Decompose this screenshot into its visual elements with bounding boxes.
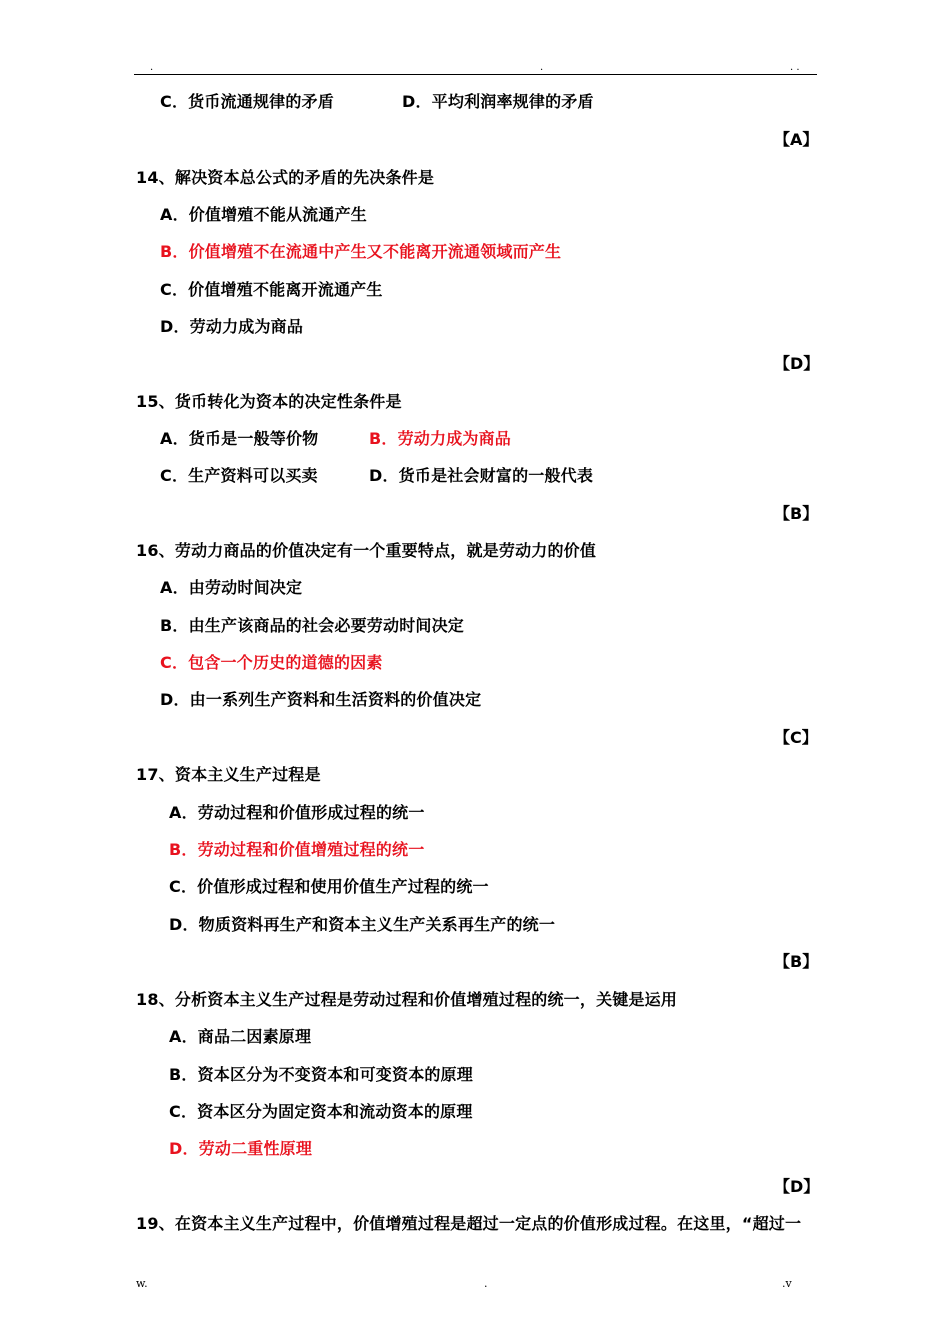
q14-option-d: D．劳动力成为商品: [160, 317, 304, 336]
q16-option-a: A．由劳动时间决定: [160, 578, 303, 597]
q15-option-c: C．生产资料可以买卖: [160, 466, 318, 485]
q15-option-d: D．货币是社会财富的一般代表: [369, 466, 594, 485]
q15-option-b-correct: B．劳动力成为商品: [369, 429, 511, 448]
q16-answer: 【C】: [774, 728, 818, 747]
q13-answer: 【A】: [774, 130, 819, 149]
q15-option-a: A．货币是一般等价物: [160, 429, 319, 448]
q14-option-b-correct: B．价值增殖不在流通中产生又不能离开流通领域而产生: [160, 242, 562, 261]
q13-option-c: C．货币流通规律的矛盾: [160, 92, 334, 111]
q14-answer: 【D】: [774, 354, 820, 373]
q18-stem: 18、分析资本主义生产过程是劳动过程和价值增殖过程的统一，关键是运用: [136, 990, 678, 1009]
q17-answer: 【B】: [774, 952, 819, 971]
q16-option-c-correct: C．包含一个历史的道德的因素: [160, 653, 383, 672]
q18-option-c: C．资本区分为固定资本和流动资本的原理: [169, 1102, 473, 1121]
footer-right: .v: [782, 1277, 792, 1290]
q18-option-d-correct: D．劳动二重性原理: [169, 1139, 313, 1158]
q19-stem: 19、在资本主义生产过程中，价值增殖过程是超过一定点的价值形成过程。在这里，“超过一: [136, 1214, 802, 1233]
header-dot-right: . .: [790, 62, 800, 73]
header-dot-left: .: [150, 62, 154, 73]
q18-option-b: B．资本区分为不变资本和可变资本的原理: [169, 1065, 473, 1084]
header-dot-center: .: [540, 62, 544, 73]
q17-option-a: A．劳动过程和价值形成过程的统一: [169, 803, 425, 822]
q15-answer: 【B】: [774, 504, 819, 523]
q17-option-b-correct: B．劳动过程和价值增殖过程的统一: [169, 840, 425, 859]
q16-option-b: B．由生产该商品的社会必要劳动时间决定: [160, 616, 464, 635]
q15-stem: 15、货币转化为资本的决定性条件是: [136, 392, 402, 411]
q14-stem: 14、解决资本总公式的矛盾的先决条件是: [136, 168, 435, 187]
q16-stem: 16、劳动力商品的价值决定有一个重要特点，就是劳动力的价值: [136, 541, 597, 560]
q14-option-c: C．价值增殖不能离开流通产生: [160, 280, 383, 299]
q17-stem: 17、资本主义生产过程是: [136, 765, 321, 784]
q13-option-d: D．平均利润率规律的矛盾: [402, 92, 594, 111]
q17-option-c: C．价值形成过程和使用价值生产过程的统一: [169, 877, 489, 896]
q18-option-a: A．商品二因素原理: [169, 1027, 312, 1046]
q14-option-a: A．价值增殖不能从流通产生: [160, 205, 367, 224]
header-rule: [134, 74, 817, 75]
q17-option-d: D．物质资料再生产和资本主义生产关系再生产的统一: [169, 915, 556, 934]
q18-answer: 【D】: [774, 1177, 820, 1196]
footer-center: .: [484, 1277, 488, 1290]
footer-left: w.: [136, 1277, 148, 1290]
q16-option-d: D．由一系列生产资料和生活资料的价值决定: [160, 690, 482, 709]
